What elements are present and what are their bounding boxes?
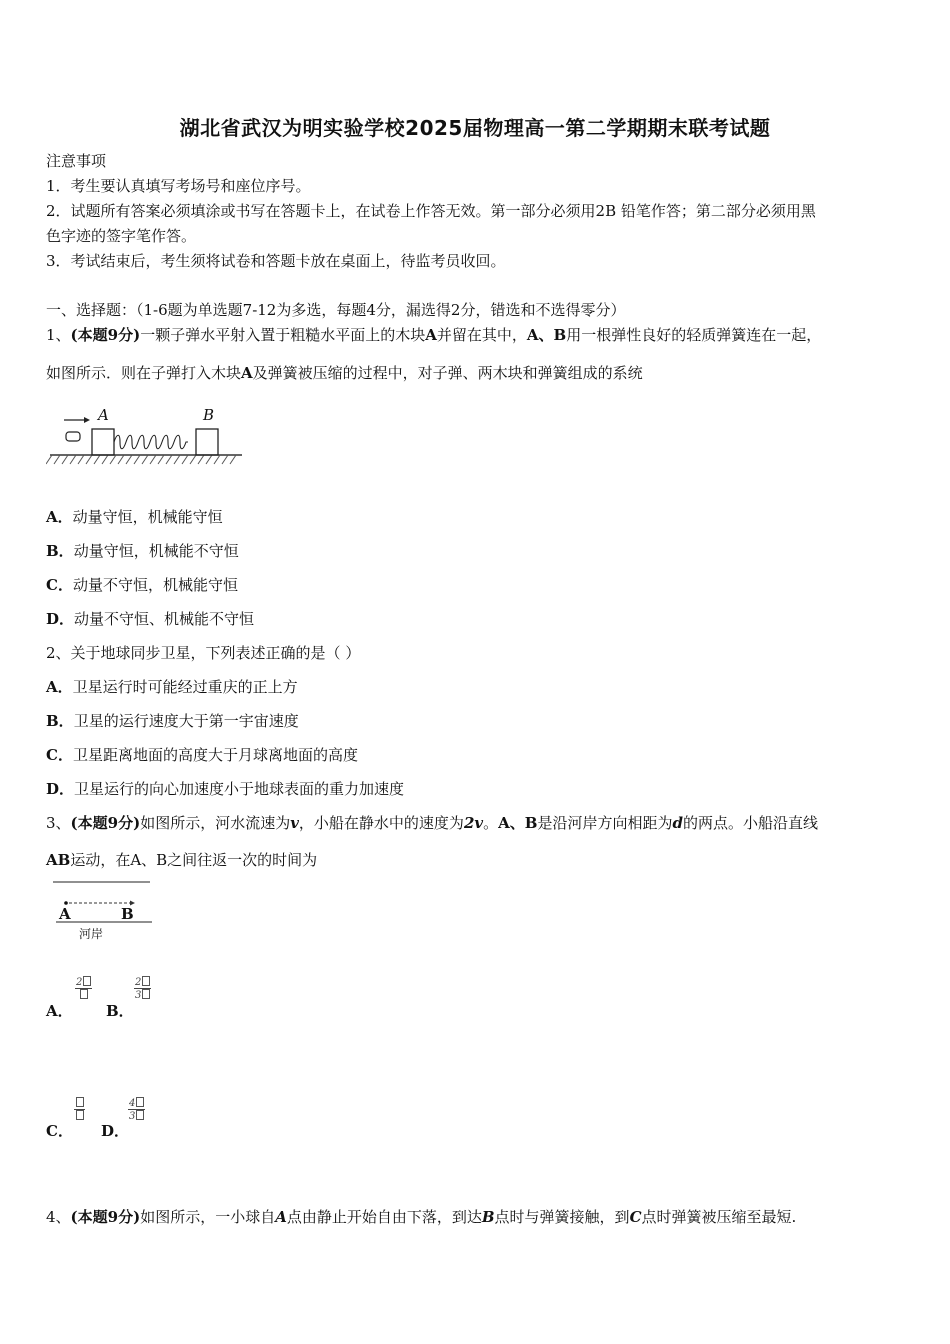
q3-text-f: 运动，在A、B之间往返一次的时间为 (70, 851, 318, 869)
q1-text-d: 如图所示．则在子弹打入木块 (46, 364, 242, 382)
q3-figure-label-b: B (121, 905, 134, 923)
notice-item-2-cont: 色字迹的签字笔作答。 (46, 227, 197, 245)
q3-option-b-key[interactable]: B． (106, 1002, 134, 1020)
q3-option-d-den: 3 (129, 1111, 136, 1122)
q3-var-2v: 2v (463, 814, 484, 832)
q3-line-ab: AB (46, 851, 71, 869)
notice-item-1: 1．考生要认真填写考场号和座位序号。 (46, 177, 311, 195)
q3-text-c: 。 (483, 814, 499, 832)
q1-option-c-text: 动量不守恒，机械能守恒 (72, 576, 238, 594)
q1-option-c[interactable] (46, 575, 238, 595)
q3-text-a: 如图所示，河水流速为 (140, 814, 291, 832)
q3-points-ab: A、B (498, 814, 538, 832)
q4-stem (46, 1207, 796, 1227)
q3-var-v: v (290, 814, 299, 832)
q1-option-b-text: 动量守恒，机械能不守恒 (73, 542, 239, 560)
q4-text-a: 如图所示，一小球自 (140, 1208, 276, 1226)
q2-option-c-key: C． (46, 746, 73, 764)
q1-number: 1、 (46, 326, 71, 344)
q4-text-d: 点时弹簧被压缩至最短. (641, 1208, 797, 1226)
q3-option-c-fraction (74, 1097, 85, 1122)
q1-stem-line1 (46, 325, 821, 345)
notice-item-2: 2．试题所有答案必须填涂或书写在答题卡上，在试卷上作答无效。第一部分必须用2B 铅笔作答；第二部分必须用黑 (46, 202, 816, 220)
q1-text-a: 一颗子弹水平射入置于粗糙水平面上的木块 (140, 326, 426, 344)
q3-stem-line2 (46, 850, 317, 870)
q3-option-d-key[interactable]: D． (101, 1122, 130, 1140)
q3-option-a-fraction (75, 976, 92, 1001)
q2-option-d-key: D． (46, 780, 75, 798)
q1-option-a[interactable] (46, 507, 223, 527)
q3-option-a-key[interactable]: A． (46, 1002, 73, 1020)
q4-point-a: A (275, 1208, 287, 1226)
q2-option-a-text: 卫星运行时可能经过重庆的正上方 (72, 678, 298, 696)
q2-option-c-text: 卫星距离地面的高度大于月球离地面的高度 (72, 746, 358, 764)
q3-figure-river (50, 876, 160, 946)
q2-option-b[interactable] (46, 711, 299, 731)
page-title: 湖北省武汉为明实验学校2025届物理高一第二学期期末联考试题 (179, 116, 771, 140)
q1-option-d-key: D． (46, 610, 75, 628)
q2-stem: 2、关于地球同步卫星，下列表述正确的是（ ） (46, 644, 361, 662)
q3-option-b-num: 2 (135, 977, 142, 988)
notice-item-3: 3．考试结束后，考生须将试卷和答题卡放在桌面上，待监考员收回。 (46, 252, 506, 270)
q4-score: (本题9分) (70, 1208, 141, 1226)
q2-option-a[interactable] (46, 677, 298, 697)
q2-option-b-key: B． (46, 712, 74, 730)
q1-figure-label-a: A (98, 406, 109, 424)
q2-option-d-text: 卫星运行的向心加速度小于地球表面的重力加速度 (74, 780, 405, 798)
notice-heading: 注意事项 (46, 152, 107, 170)
q4-number: 4、 (46, 1208, 71, 1226)
q3-option-c-key[interactable]: C． (46, 1122, 73, 1140)
q4-point-c: C (629, 1208, 642, 1226)
q3-option-b-fraction (134, 976, 151, 1001)
q1-text-ab: A、B (526, 326, 567, 344)
q3-text-e: 的两点。小船沿直线 (682, 814, 818, 832)
q3-option-a-num: 2 (76, 977, 83, 988)
q1-option-d[interactable] (46, 609, 254, 629)
q3-var-d: d (672, 814, 683, 832)
q1-figure-label-b: B (203, 406, 215, 424)
q4-text-b: 点由静止开始自由下落，到达 (286, 1208, 482, 1226)
q4-text-c: 点时与弹簧接触，到 (494, 1208, 630, 1226)
q1-option-b[interactable] (46, 541, 239, 561)
q3-figure-bank-label: 河岸 (79, 927, 104, 941)
q3-option-d-fraction (128, 1097, 145, 1122)
q1-text-block-a2: A (241, 364, 253, 382)
q2-option-b-text: 卫星的运行速度大于第一宇宙速度 (73, 712, 299, 730)
q4-point-b: B (481, 1208, 495, 1226)
q1-score: (本题9分) (70, 326, 141, 344)
q3-figure-label-a: A (59, 905, 71, 923)
q3-text-d: 是沿河岸方向相距为 (537, 814, 673, 832)
q1-text-e: 及弹簧被压缩的过程中，对子弹、两木块和弹簧组成的系统 (252, 364, 643, 382)
q3-stem-line1 (46, 813, 818, 833)
q1-text-c: 用一根弹性良好的轻质弹簧连在一起， (566, 326, 822, 344)
q2-option-c[interactable] (46, 745, 358, 765)
q2-option-d[interactable] (46, 779, 404, 799)
q3-option-d-num: 4 (129, 1098, 136, 1109)
q3-option-b-den: 3 (135, 990, 142, 1001)
q3-number: 3、 (46, 814, 71, 832)
q1-text-block-a: A (425, 326, 437, 344)
q1-option-b-key: B． (46, 542, 74, 560)
q3-text-b: ，小船在静水中的速度为 (298, 814, 464, 832)
q1-stem-line2 (46, 363, 643, 383)
q1-option-c-key: C． (46, 576, 73, 594)
q1-text-b: 并留在其中， (436, 326, 527, 344)
q1-option-a-text: 动量守恒，机械能守恒 (72, 508, 223, 526)
q1-figure-spring-blocks (46, 398, 246, 468)
q3-score: (本题9分) (70, 814, 141, 832)
q1-option-a-key: A． (46, 508, 73, 526)
q2-option-a-key: A． (46, 678, 73, 696)
section-heading: 一、选择题：（1-6题为单选题7-12为多选，每题4分，漏选得2分，错选和不选得零分） (46, 301, 626, 319)
q1-option-d-text: 动量不守恒、机械能不守恒 (74, 610, 255, 628)
